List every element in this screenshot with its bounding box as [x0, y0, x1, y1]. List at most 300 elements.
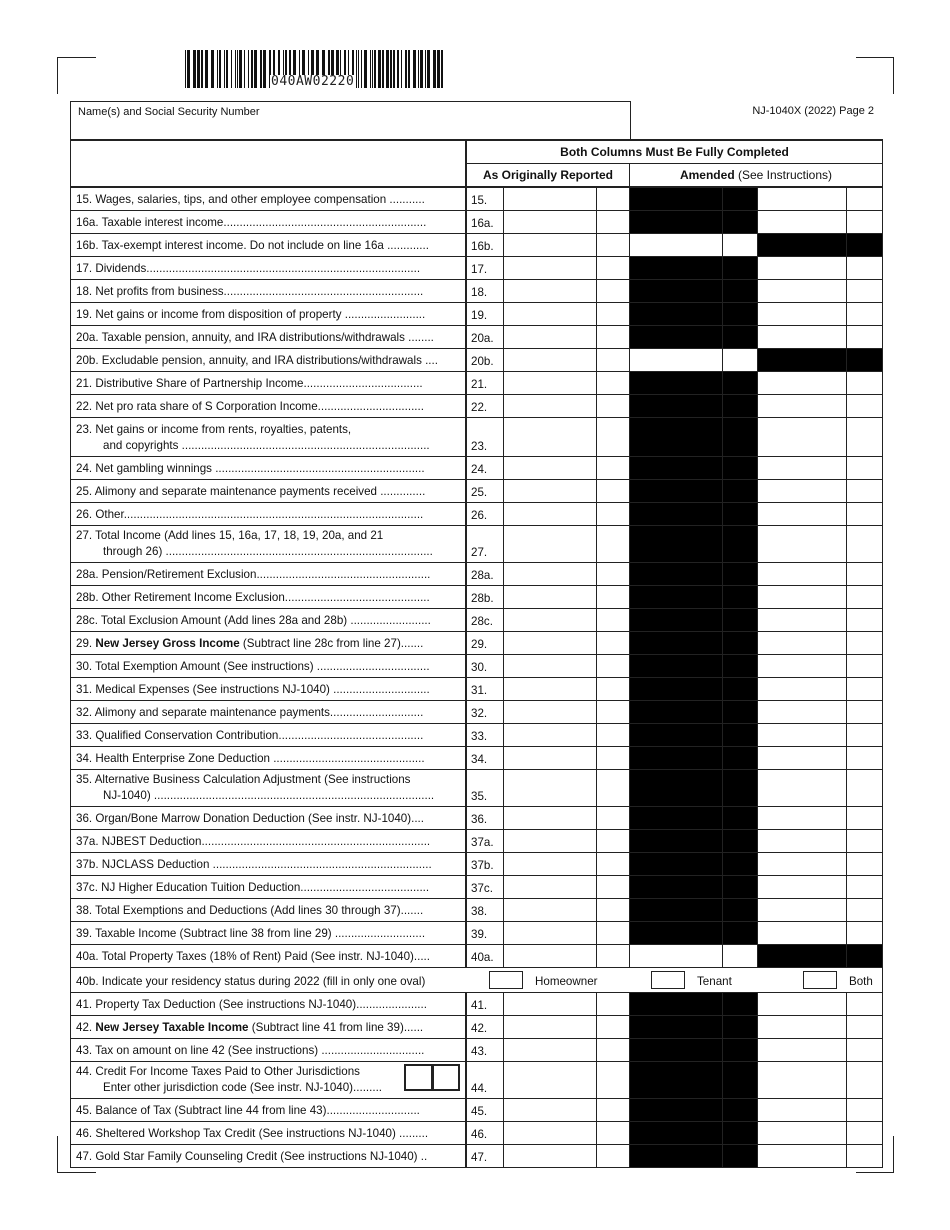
barcode-bar	[251, 50, 253, 88]
original-cents-field[interactable]	[597, 993, 630, 1015]
line-description	[71, 563, 467, 585]
line-text	[76, 811, 460, 826]
amended-left-cents[interactable]	[723, 349, 758, 371]
original-cents-field[interactable]	[597, 1039, 630, 1061]
original-cents-field[interactable]	[597, 853, 630, 875]
amended-right-dollars[interactable]	[758, 257, 847, 279]
amended-right-cents[interactable]	[847, 632, 882, 654]
amended-right-dollars[interactable]	[758, 303, 847, 325]
original-dollars-field[interactable]	[504, 632, 597, 654]
barcode-bar	[393, 50, 395, 88]
line-text-part: 39. Taxable Income (Subtract line 38 from line 29) ............................	[76, 927, 426, 940]
original-cents-field[interactable]	[597, 349, 630, 371]
original-cents-field[interactable]	[597, 876, 630, 898]
line-text	[76, 613, 460, 628]
jurisdiction-digit[interactable]	[434, 1066, 459, 1089]
name-ssn-field[interactable]	[70, 101, 631, 139]
original-cents-field[interactable]	[597, 188, 630, 210]
amended-right-cents[interactable]	[847, 1099, 882, 1121]
line-text	[76, 284, 460, 299]
residency-option-homeowner[interactable]	[489, 971, 598, 989]
line-number	[467, 678, 504, 700]
line-description	[71, 632, 467, 654]
original-cents-field[interactable]	[597, 586, 630, 608]
amended-right-cents[interactable]	[847, 701, 882, 723]
line-text: 35. Alternative Business Calculation Adjustment (See instructions	[76, 773, 411, 786]
original-cents-field[interactable]	[597, 701, 630, 723]
original-dollars-field[interactable]	[504, 655, 597, 677]
line-text-after: (Subtract line 28c from line 27).......	[239, 637, 424, 650]
original-dollars-field[interactable]	[504, 1062, 597, 1098]
original-cents-field[interactable]	[597, 480, 630, 502]
amended-right-cents[interactable]	[847, 563, 882, 585]
residency-label	[71, 968, 501, 992]
amended-right-dollars[interactable]	[758, 526, 847, 562]
original-dollars-field[interactable]	[504, 563, 597, 585]
line-text-part: 40a. Total Property Taxes (18% of Rent) Paid (See instr. NJ-1040).....	[76, 950, 430, 963]
original-cents-field[interactable]	[597, 1122, 630, 1144]
original-dollars-field[interactable]	[504, 586, 597, 608]
amended-right-dollars[interactable]	[758, 503, 847, 525]
line-description	[71, 747, 467, 769]
shaded-cell	[723, 678, 758, 700]
original-dollars-field[interactable]	[504, 372, 597, 394]
shaded-cell	[758, 945, 847, 967]
amended-right-cents[interactable]	[847, 526, 882, 562]
line-text-part: 28c. Total Exclusion Amount (Add lines 28a and 28b) .........................	[76, 614, 431, 627]
line-text	[76, 590, 460, 605]
amended-right-cents[interactable]	[847, 655, 882, 677]
residency-oval[interactable]	[489, 971, 523, 989]
amended-right-dollars[interactable]	[758, 563, 847, 585]
amended-right-dollars[interactable]	[758, 747, 847, 769]
original-dollars-field[interactable]	[504, 1099, 597, 1121]
original-cents-field[interactable]	[597, 372, 630, 394]
line-number-label: 40a.	[471, 951, 494, 964]
line-text-part: 37c. NJ Higher Education Tuition Deduction........................................	[76, 881, 430, 894]
line-text	[76, 192, 460, 207]
shaded-cell	[630, 609, 723, 631]
amended-right-dollars[interactable]	[758, 853, 847, 875]
residency-option-both[interactable]	[803, 971, 873, 989]
amended-right-dollars[interactable]	[758, 326, 847, 348]
amended-right-cents[interactable]	[847, 609, 882, 631]
amended-right-dollars[interactable]	[758, 1145, 847, 1167]
line-description	[71, 257, 467, 279]
original-cents-field[interactable]	[597, 655, 630, 677]
amended-right-dollars[interactable]	[758, 211, 847, 233]
original-dollars-field[interactable]	[504, 211, 597, 233]
line-text-part: 42.	[76, 1021, 96, 1034]
amended-right-cents[interactable]	[847, 876, 882, 898]
original-cents-field[interactable]	[597, 807, 630, 829]
original-dollars-field[interactable]	[504, 1122, 597, 1144]
barcode-bar	[382, 50, 384, 88]
line-number	[467, 326, 504, 348]
jurisdiction-digit[interactable]	[406, 1066, 434, 1089]
barcode-bar	[372, 50, 373, 88]
amended-right-dollars[interactable]	[758, 395, 847, 417]
line-row	[71, 1039, 882, 1062]
residency-text: 40b. Indicate your residency status during 2022 (fill in only one oval)	[76, 975, 426, 988]
shaded-cell	[630, 503, 723, 525]
original-column-header: As Originally Reported	[467, 164, 630, 186]
amended-left-dollars[interactable]	[630, 234, 723, 256]
amended-right-cents[interactable]	[847, 853, 882, 875]
amended-right-dollars[interactable]	[758, 993, 847, 1015]
amended-right-cents[interactable]	[847, 280, 882, 302]
original-dollars-field[interactable]	[504, 853, 597, 875]
line-row	[71, 807, 882, 830]
line-text-part: 46. Sheltered Workshop Tax Credit (See instructions NJ-1040) .........	[76, 1127, 429, 1140]
amended-right-cents[interactable]	[847, 395, 882, 417]
barcode-bar	[408, 50, 410, 88]
line-text-part: 20a. Taxable pension, annuity, and IRA distributions/withdrawals ........	[76, 331, 434, 344]
line-number	[467, 655, 504, 677]
amended-right-dollars[interactable]	[758, 609, 847, 631]
amended-right-dollars[interactable]	[758, 807, 847, 829]
form-page-id: NJ-1040X (2022) Page 2	[752, 105, 874, 117]
line-number-label: 28a.	[471, 569, 494, 582]
amended-right-dollars[interactable]	[758, 678, 847, 700]
amended-right-dollars[interactable]	[758, 480, 847, 502]
line-row	[71, 457, 882, 480]
residency-option-label: Homeowner	[535, 975, 598, 988]
amended-right-dollars[interactable]	[758, 457, 847, 479]
original-cents-field[interactable]	[597, 724, 630, 746]
amended-right-cents[interactable]	[847, 457, 882, 479]
residency-option-tenant[interactable]	[651, 971, 732, 989]
original-dollars-field[interactable]	[504, 747, 597, 769]
line-number-label: 19.	[471, 309, 488, 322]
residency-oval[interactable]	[651, 971, 685, 989]
shaded-cell	[723, 1145, 758, 1167]
line-description	[71, 303, 467, 325]
shaded-cell	[630, 1122, 723, 1144]
shaded-cell	[723, 457, 758, 479]
amended-right-dollars[interactable]	[758, 701, 847, 723]
original-cents-field[interactable]	[597, 526, 630, 562]
original-cents-field[interactable]	[597, 503, 630, 525]
barcode-bar	[231, 50, 232, 88]
amended-right-cents[interactable]	[847, 830, 882, 852]
corner-mark-top-right	[856, 57, 894, 94]
original-dollars-field[interactable]	[504, 770, 597, 806]
shaded-cell	[723, 480, 758, 502]
original-cents-field[interactable]	[597, 770, 630, 806]
amended-right-dollars[interactable]	[758, 724, 847, 746]
line-text-part: 36. Organ/Bone Marrow Donation Deduction (See instr. NJ-1040)....	[76, 812, 424, 825]
original-dollars-field[interactable]	[504, 678, 597, 700]
amended-right-dollars[interactable]	[758, 632, 847, 654]
barcode-bar	[193, 50, 196, 88]
barcode-bar	[248, 50, 249, 88]
barcode-bar	[254, 50, 257, 88]
amended-right-dollars[interactable]	[758, 188, 847, 210]
line-number-label: 17.	[471, 263, 488, 276]
shaded-cell	[723, 280, 758, 302]
line-number	[467, 747, 504, 769]
original-dollars-field[interactable]	[504, 280, 597, 302]
name-ssn-label: Name(s) and Social Security Number	[78, 106, 260, 118]
line-row	[71, 1062, 882, 1099]
original-dollars-field[interactable]	[504, 609, 597, 631]
line-number-label: 20b.	[471, 355, 494, 368]
shaded-cell	[630, 1062, 723, 1098]
amended-right-dollars[interactable]	[758, 1062, 847, 1098]
line-number-label: 45.	[471, 1105, 488, 1118]
original-dollars-field[interactable]	[504, 188, 597, 210]
line-number-label: 44.	[471, 1082, 488, 1095]
shaded-cell	[630, 1039, 723, 1061]
line-number	[467, 211, 504, 233]
amended-right-dollars[interactable]	[758, 280, 847, 302]
original-cents-field[interactable]	[597, 678, 630, 700]
amended-right-cents[interactable]	[847, 678, 882, 700]
amended-left-dollars[interactable]	[630, 945, 723, 967]
amended-right-cents[interactable]	[847, 257, 882, 279]
line-row	[71, 853, 882, 876]
line-row	[71, 586, 882, 609]
amended-right-dollars[interactable]	[758, 1016, 847, 1038]
original-dollars-field[interactable]	[504, 830, 597, 852]
line-row	[71, 830, 882, 853]
amended-left-dollars[interactable]	[630, 349, 723, 371]
original-dollars-field[interactable]	[504, 1145, 597, 1167]
line-text-part: 28b. Other Retirement Income Exclusion.............................................	[76, 591, 430, 604]
residency-oval[interactable]	[803, 971, 837, 989]
shaded-cell	[630, 1145, 723, 1167]
amended-right-dollars[interactable]	[758, 418, 847, 456]
line-description	[71, 418, 467, 456]
original-cents-field[interactable]	[597, 257, 630, 279]
original-cents-field[interactable]	[597, 234, 630, 256]
line-description	[71, 830, 467, 852]
shaded-cell	[847, 234, 882, 256]
amended-right-dollars[interactable]	[758, 876, 847, 898]
line-number-label: 29.	[471, 638, 488, 651]
original-cents-field[interactable]	[597, 303, 630, 325]
original-cents-field[interactable]	[597, 457, 630, 479]
shaded-cell	[847, 945, 882, 967]
original-cents-field[interactable]	[597, 899, 630, 921]
original-dollars-field[interactable]	[504, 234, 597, 256]
original-cents-field[interactable]	[597, 632, 630, 654]
amended-right-cents[interactable]	[847, 770, 882, 806]
amended-right-dollars[interactable]	[758, 770, 847, 806]
shaded-cell	[723, 876, 758, 898]
amended-right-dollars[interactable]	[758, 1039, 847, 1061]
line-number-label: 27.	[471, 546, 488, 559]
line-number	[467, 303, 504, 325]
income-table	[70, 139, 883, 1168]
shaded-cell	[630, 853, 723, 875]
amended-right-cents[interactable]	[847, 922, 882, 944]
amended-right-dollars[interactable]	[758, 830, 847, 852]
line-text	[76, 215, 460, 230]
original-cents-field[interactable]	[597, 280, 630, 302]
original-dollars-field[interactable]	[504, 326, 597, 348]
amended-right-cents[interactable]	[847, 1145, 882, 1167]
shaded-cell	[723, 609, 758, 631]
line-number	[467, 563, 504, 585]
line-number-label: 46.	[471, 1128, 488, 1141]
amended-right-dollars[interactable]	[758, 1122, 847, 1144]
original-cents-field[interactable]	[597, 922, 630, 944]
original-cents-field[interactable]	[597, 1016, 630, 1038]
barcode-bar	[224, 50, 225, 88]
amended-right-dollars[interactable]	[758, 1099, 847, 1121]
amended-right-cents[interactable]	[847, 503, 882, 525]
barcode-bar	[219, 50, 221, 88]
amended-right-cents[interactable]	[847, 747, 882, 769]
amended-right-cents[interactable]	[847, 326, 882, 348]
original-dollars-field[interactable]	[504, 876, 597, 898]
barcode-bar	[420, 50, 423, 88]
amended-right-dollars[interactable]	[758, 922, 847, 944]
jurisdiction-code-box[interactable]	[404, 1064, 460, 1091]
amended-right-dollars[interactable]	[758, 655, 847, 677]
original-dollars-field[interactable]	[504, 349, 597, 371]
amended-right-cents[interactable]	[847, 372, 882, 394]
line-number-label: 41.	[471, 999, 488, 1012]
original-dollars-field[interactable]	[504, 724, 597, 746]
original-dollars-field[interactable]	[504, 418, 597, 456]
line-text	[76, 238, 460, 253]
shaded-cell	[630, 1099, 723, 1121]
original-cents-field[interactable]	[597, 1099, 630, 1121]
line-text-after: (Subtract line 41 from line 39)......	[248, 1021, 424, 1034]
line-text-part: 19. Net gains or income from disposition of property .........................	[76, 308, 426, 321]
line-text-part: 37a. NJBEST Deduction.......................................................................	[76, 835, 431, 848]
amended-right-cents[interactable]	[847, 1122, 882, 1144]
line-number-label: 38.	[471, 905, 488, 918]
amended-left-cents[interactable]	[723, 234, 758, 256]
amended-label-bold: Amended	[679, 168, 735, 182]
line-text	[76, 705, 460, 720]
shaded-cell	[723, 655, 758, 677]
line-row	[71, 1016, 882, 1039]
amended-right-dollars[interactable]	[758, 372, 847, 394]
line-number-label: 26.	[471, 509, 488, 522]
original-cents-field[interactable]	[597, 395, 630, 417]
line-text-part: 15. Wages, salaries, tips, and other employee compensation ...........	[76, 193, 425, 206]
original-dollars-field[interactable]	[504, 457, 597, 479]
original-dollars-field[interactable]	[504, 257, 597, 279]
amended-right-cents[interactable]	[847, 303, 882, 325]
shaded-cell	[630, 724, 723, 746]
barcode-bar	[260, 50, 262, 88]
line-row	[71, 724, 882, 747]
original-cents-field[interactable]	[597, 609, 630, 631]
original-dollars-field[interactable]	[504, 526, 597, 562]
shaded-cell	[723, 632, 758, 654]
amended-right-cents[interactable]	[847, 899, 882, 921]
line-text: 44. Credit For Income Taxes Paid to Other Jurisdictions	[76, 1065, 360, 1078]
amended-right-cents[interactable]	[847, 586, 882, 608]
line-text-part: 20b. Excludable pension, annuity, and IRA distributions/withdrawals ....	[76, 354, 438, 367]
amended-right-cents[interactable]	[847, 1016, 882, 1038]
shaded-cell	[723, 395, 758, 417]
original-dollars-field[interactable]	[504, 701, 597, 723]
amended-left-cents[interactable]	[723, 945, 758, 967]
amended-right-cents[interactable]	[847, 1039, 882, 1061]
amended-right-cents[interactable]	[847, 724, 882, 746]
line-row	[71, 899, 882, 922]
original-dollars-field[interactable]	[504, 480, 597, 502]
original-dollars-field[interactable]	[504, 1039, 597, 1061]
amended-right-cents[interactable]	[847, 993, 882, 1015]
shaded-cell	[723, 724, 758, 746]
original-dollars-field[interactable]	[504, 503, 597, 525]
line-number-label: 36.	[471, 813, 488, 826]
line-text	[76, 1043, 460, 1058]
line-text-part: 37b. NJCLASS Deduction ....................................................................	[76, 858, 432, 871]
line-description	[71, 1016, 467, 1038]
original-cents-field[interactable]	[597, 747, 630, 769]
barcode-bar	[370, 50, 371, 88]
amended-right-cents[interactable]	[847, 480, 882, 502]
line-row	[71, 609, 882, 632]
original-cents-field[interactable]	[597, 326, 630, 348]
residency-option-label: Both	[849, 975, 873, 988]
original-cents-field[interactable]	[597, 418, 630, 456]
corner-mark-top-left	[57, 57, 96, 94]
line-row	[71, 188, 882, 211]
original-dollars-field[interactable]	[504, 303, 597, 325]
line-text-part: 29.	[76, 637, 96, 650]
line-number	[467, 609, 504, 631]
line-row	[71, 922, 882, 945]
original-dollars-field[interactable]	[504, 395, 597, 417]
original-cents-field[interactable]	[597, 563, 630, 585]
amended-right-dollars[interactable]	[758, 586, 847, 608]
amended-right-cents[interactable]	[847, 418, 882, 456]
line-description	[71, 372, 467, 394]
barcode-bar	[401, 50, 402, 88]
barcode-bar	[441, 50, 443, 88]
shaded-cell	[758, 234, 847, 256]
original-dollars-field[interactable]	[504, 899, 597, 921]
original-cents-field[interactable]	[597, 945, 630, 967]
line-text	[76, 949, 460, 964]
original-dollars-field[interactable]	[504, 945, 597, 967]
original-dollars-field[interactable]	[504, 807, 597, 829]
residency-option-label: Tenant	[697, 975, 732, 988]
line-text	[76, 376, 460, 391]
original-dollars-field[interactable]	[504, 922, 597, 944]
amended-right-cents[interactable]	[847, 188, 882, 210]
amended-right-cents[interactable]	[847, 211, 882, 233]
line-number	[467, 586, 504, 608]
line-row	[71, 280, 882, 303]
line-number	[467, 188, 504, 210]
shaded-cell	[630, 1016, 723, 1038]
original-cents-field[interactable]	[597, 211, 630, 233]
original-dollars-field[interactable]	[504, 993, 597, 1015]
amended-right-cents[interactable]	[847, 807, 882, 829]
amended-right-cents[interactable]	[847, 1062, 882, 1098]
line-number	[467, 372, 504, 394]
original-cents-field[interactable]	[597, 1062, 630, 1098]
amended-right-dollars[interactable]	[758, 899, 847, 921]
original-cents-field[interactable]	[597, 1145, 630, 1167]
line-text	[76, 636, 460, 651]
original-dollars-field[interactable]	[504, 1016, 597, 1038]
original-cents-field[interactable]	[597, 830, 630, 852]
shaded-cell	[630, 372, 723, 394]
shaded-cell	[723, 188, 758, 210]
